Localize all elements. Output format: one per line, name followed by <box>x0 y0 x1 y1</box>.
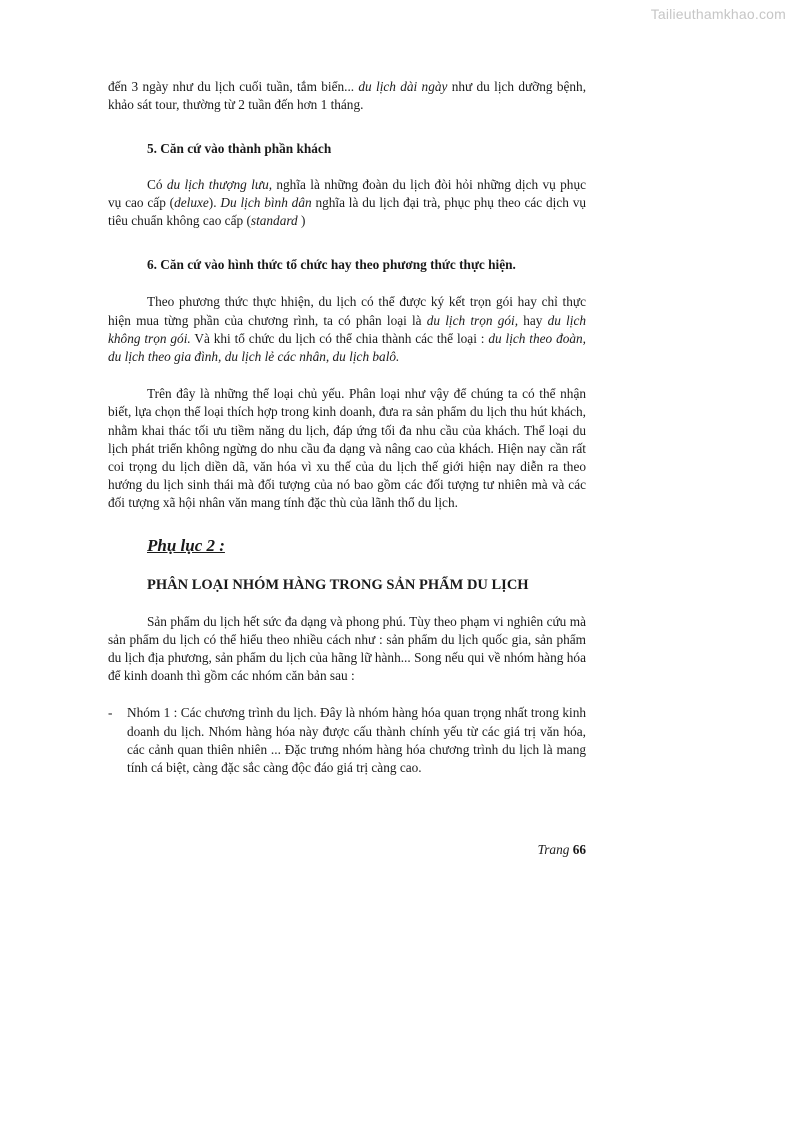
paragraph-2: Có du lịch thượng lưu, nghĩa là những đoàn du lịch đòi hỏi những dịch vụ phục vụ cao cấp (deluxe). Du lịch bình dân nghĩa là du lịch đại trà, phục phụ theo các dịch vụ tiêu chuẩn không cao cấp (standard ) <box>108 176 587 229</box>
section-title: PHÂN LOẠI NHÓM HÀNG TRONG SẢN PHẨM DU LỊCH <box>147 576 529 593</box>
paragraph-3: Theo phương thức thực hhiện, du lịch có thể được ký kết trọn gói hay chỉ thực hiện mua từng phần của chương rình, ta có phân loại là du lịch trọn gói, hay du lịch không trọn gói. Và khi tổ chức du lịch có thể chia thành các thể loại : du lịch theo đoàn, du lịch theo gia đình, du lịch lẻ các nhân, du lịch balô. <box>108 294 586 365</box>
list-item <box>108 704 586 777</box>
heading-6: 6. Căn cứ vào hình thức tổ chức hay theo phương thức thực hiện. <box>147 257 516 273</box>
appendix-heading: Phụ lục 2 : <box>147 535 225 555</box>
list-item-text: Nhóm 1 : Các chương trình du lịch. Đây là nhóm hàng hóa quan trọng nhất trong kinh doanh du lịch. Nhóm hàng hóa này được cấu thành chính yếu từ các giá trị văn hóa, các cảnh quan thiên nhiên ... Đặc trưng nhóm hàng hóa chương trình du lịch là mang tính cá biệt, càng đặc sắc càng độc đáo giá trị càng cao. <box>127 705 586 776</box>
watermark: Tailieuthamkhao.com <box>650 6 786 22</box>
heading-5: 5. Căn cứ vào thành phần khách <box>147 141 332 157</box>
paragraph-4: Trên đây là những thể loại chủ yếu. Phân loại như vậy để chúng ta có thể nhận biết, lựa chọn thể loại thích hợp trong kinh doanh, đưa ra sản phẩm du lịch thu hút khách, nhằm khai thác tối ưu tiềm năng du lịch, đáp ứng tối đa nhu cầu của khách. Thể loại du lịch phát triển không ngừng do nhu cầu đa dạng và nâng cao của khách. Hiện nay cần rất coi trọng du lịch diền dã, văn hóa vì xu thế của du lịch thế giới hiện nay diễn ra theo hướng du lịch sinh thái mà đối tượng của nó bao gồm các đối tượng tư nhiên mà và các đối tượng xã hội nhân văn mang tính đặc thù của lãnh thổ du lịch. <box>108 386 586 511</box>
list-dash: - <box>108 705 113 721</box>
page-content <box>108 78 586 777</box>
paragraph-5: Sản phẩm du lịch hết sức đa dạng và phong phú. Tùy theo phạm vi nghiên cứu mà sản phẩm du lịch có thể hiểu theo nhiều cách như : sản phẩm du lịch quốc gia, sản phẩm du lịch địa phương, sản phẩm du lịch của hãng lữ hành... Song nếu qui về nhóm hàng hóa để kinh doanh thì gồm các nhóm căn bản sau : <box>108 613 586 684</box>
paragraph-1: đến 3 ngày như du lịch cuối tuần, tắm biển... du lịch dài ngày như du lịch dưỡng bệnh, khảo sát tour, thường từ 2 tuần đến hơn 1 tháng. <box>108 79 587 113</box>
page-footer <box>108 842 586 858</box>
page-number: 66 <box>572 842 586 857</box>
footer-label: Trang <box>537 842 570 857</box>
